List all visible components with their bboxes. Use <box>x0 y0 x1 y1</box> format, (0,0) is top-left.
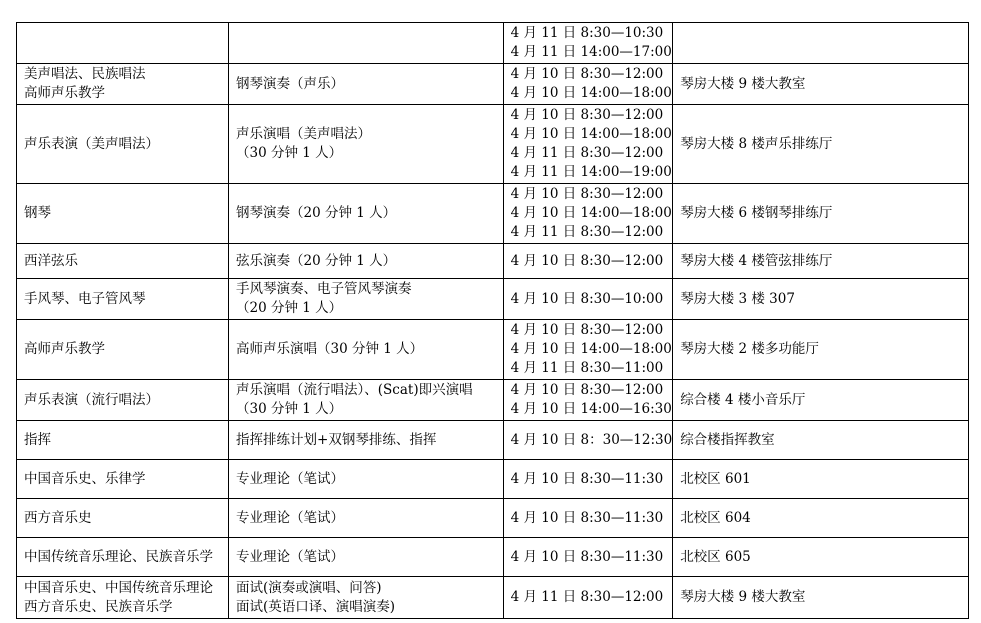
location-cell <box>673 421 969 460</box>
exam-cell <box>229 279 504 320</box>
major-cell-line: 中国音乐史、乐律学 <box>24 470 146 487</box>
location-cell <box>673 279 969 320</box>
location-cell-text: 琴房大楼 3 楼 307 <box>680 290 795 307</box>
exam-cell-line: （20 分钟 1 人） <box>236 300 343 316</box>
exam-cell <box>229 538 504 577</box>
time-cell-line: 4 月 10 日 14:00—18:00 <box>510 341 672 357</box>
time-cell-line: 4 月 10 日 8：30—12:30 <box>510 431 673 448</box>
table-row <box>17 105 969 184</box>
exam-cell <box>229 421 504 460</box>
time-cell-line: 4 月 10 日 8:30—12:00 <box>510 66 664 82</box>
table-row <box>17 460 969 499</box>
exam-cell <box>229 499 504 538</box>
major-cell <box>17 23 229 64</box>
exam-cell-line: 钢琴演奏（声乐） <box>236 75 345 92</box>
table-row <box>17 499 969 538</box>
location-cell-text: 琴房大楼 9 楼大教室 <box>680 75 806 92</box>
location-cell <box>673 577 969 619</box>
location-cell-text: 北校区 604 <box>680 509 751 526</box>
location-cell <box>673 320 969 380</box>
location-cell <box>673 244 969 279</box>
exam-cell-line: 高师声乐演唱（30 分钟 1 人） <box>236 341 424 357</box>
exam-cell-line: 声乐演唱（美声唱法） <box>236 126 372 142</box>
exam-cell-line: 面试(英语口译、演唱演奏) <box>236 598 396 615</box>
major-cell-line: 西洋弦乐 <box>24 252 78 269</box>
exam-cell <box>229 64 504 105</box>
exam-cell <box>229 320 504 380</box>
major-cell <box>17 499 229 538</box>
major-cell-line: 声乐表演（流行唱法） <box>24 391 159 408</box>
time-cell <box>503 105 673 184</box>
exam-cell <box>229 380 504 421</box>
major-cell <box>17 538 229 577</box>
table-row <box>17 184 969 244</box>
time-cell-line: 4 月 11 日 8:30—12:00 <box>510 145 664 161</box>
major-cell <box>17 380 229 421</box>
major-cell-line: 钢琴 <box>24 205 51 221</box>
location-cell-text: 综合楼指挥教室 <box>680 431 775 448</box>
major-cell <box>17 460 229 499</box>
major-cell-line: 声乐表演（美声唱法） <box>24 135 159 152</box>
location-cell <box>673 380 969 421</box>
table-row <box>17 23 969 64</box>
exam-cell <box>229 577 504 619</box>
major-cell <box>17 577 229 619</box>
time-cell-line: 4 月 11 日 8:30—12:00 <box>510 224 664 240</box>
table-row <box>17 64 969 105</box>
table-row <box>17 244 969 279</box>
time-cell <box>503 279 673 320</box>
exam-cell <box>229 184 504 244</box>
exam-cell-line: 指挥排练计划+双钢琴排练、指挥 <box>236 431 437 448</box>
time-cell-line: 4 月 11 日 8:30—10:30 <box>510 25 664 41</box>
exam-cell-line: 钢琴演奏（20 分钟 1 人） <box>236 205 397 221</box>
major-cell-line: 高师声乐教学 <box>24 341 105 357</box>
location-cell <box>673 460 969 499</box>
time-cell-line: 4 月 10 日 8:30—11:30 <box>510 548 664 565</box>
location-cell <box>673 184 969 244</box>
major-cell-line: 高师声乐教学 <box>24 85 105 101</box>
exam-cell-line: 专业理论（笔试） <box>236 509 345 526</box>
table-row <box>17 320 969 380</box>
time-cell-line: 4 月 11 日 8:30—11:00 <box>510 360 664 376</box>
location-cell <box>673 23 969 64</box>
exam-cell-line: 专业理论（笔试） <box>236 470 345 487</box>
time-cell-line: 4 月 11 日 8:30—12:00 <box>510 589 664 605</box>
location-cell-text: 琴房大楼 6 楼钢琴排练厅 <box>680 205 833 221</box>
location-cell-text: 琴房大楼 9 楼大教室 <box>680 589 806 605</box>
time-cell-line: 4 月 10 日 8:30—12:00 <box>510 107 664 123</box>
location-cell-text: 琴房大楼 4 楼管弦排练厅 <box>680 252 833 269</box>
time-cell-line: 4 月 10 日 14:00—18:00 <box>510 205 672 221</box>
time-cell-line: 4 月 10 日 8:30—12:00 <box>510 186 664 202</box>
time-cell <box>503 577 673 619</box>
location-cell-text: 琴房大楼 2 楼多功能厅 <box>680 341 819 357</box>
table-row <box>17 279 969 320</box>
exam-cell-line: 弦乐演奏（20 分钟 1 人） <box>236 252 397 269</box>
exam-cell-line: 手风琴演奏、电子管风琴演奏 <box>236 281 412 297</box>
location-cell <box>673 538 969 577</box>
table-row <box>17 421 969 460</box>
location-cell-text: 北校区 605 <box>680 548 751 565</box>
major-cell <box>17 105 229 184</box>
time-cell <box>503 64 673 105</box>
time-cell-line: 4 月 10 日 14:00—16:30 <box>510 401 672 417</box>
major-cell-line: 手风琴、电子管风琴 <box>24 290 146 307</box>
exam-cell <box>229 23 504 64</box>
time-cell-line: 4 月 10 日 8:30—10:00 <box>510 290 664 307</box>
major-cell <box>17 279 229 320</box>
exam-cell <box>229 244 504 279</box>
time-cell-line: 4 月 10 日 8:30—12:00 <box>510 382 664 398</box>
time-cell <box>503 421 673 460</box>
table-row <box>17 538 969 577</box>
location-cell <box>673 64 969 105</box>
exam-cell <box>229 460 504 499</box>
time-cell-line: 4 月 10 日 14:00—18:00 <box>510 126 672 142</box>
major-cell <box>17 244 229 279</box>
major-cell-line: 西方音乐史 <box>24 509 92 526</box>
major-cell <box>17 421 229 460</box>
time-cell <box>503 320 673 380</box>
exam-cell-line: （30 分钟 1 人） <box>236 401 343 417</box>
time-cell <box>503 184 673 244</box>
time-cell-line: 4 月 11 日 14:00—17:00 <box>510 44 672 60</box>
exam-cell-line: 专业理论（笔试） <box>236 548 345 565</box>
major-cell-line: 中国音乐史、中国传统音乐理论 <box>24 579 213 596</box>
exam-cell-line: 声乐演唱（流行唱法）、(Scat)即兴演唱 <box>236 382 473 398</box>
major-cell <box>17 64 229 105</box>
major-cell-line: 西方音乐史、民族音乐学 <box>24 598 173 615</box>
exam-cell-line: （30 分钟 1 人） <box>236 145 343 161</box>
major-cell <box>17 320 229 380</box>
major-cell-line: 中国传统音乐理论、民族音乐学 <box>24 548 213 565</box>
time-cell-line: 4 月 10 日 14:00—18:00 <box>510 85 672 101</box>
major-cell-line: 指挥 <box>24 431 51 448</box>
location-cell-text: 北校区 601 <box>680 470 751 487</box>
time-cell-line: 4 月 10 日 8:30—11:30 <box>510 470 664 487</box>
time-cell <box>503 23 673 64</box>
time-cell <box>503 460 673 499</box>
exam-cell <box>229 105 504 184</box>
exam-schedule-table <box>16 22 969 619</box>
time-cell <box>503 380 673 421</box>
time-cell <box>503 499 673 538</box>
time-cell <box>503 538 673 577</box>
location-cell <box>673 105 969 184</box>
time-cell-line: 4 月 10 日 8:30—11:30 <box>510 509 664 526</box>
table-row <box>17 380 969 421</box>
exam-cell-line: 面试(演奏或演唱、问答) <box>236 579 382 596</box>
time-cell-line: 4 月 10 日 8:30—12:00 <box>510 322 664 338</box>
time-cell-line: 4 月 10 日 8:30—12:00 <box>510 252 664 269</box>
location-cell <box>673 499 969 538</box>
location-cell-text: 琴房大楼 8 楼声乐排练厅 <box>680 135 833 152</box>
major-cell-line: 美声唱法、民族唱法 <box>24 66 146 82</box>
table-row <box>17 577 969 619</box>
time-cell <box>503 244 673 279</box>
major-cell <box>17 184 229 244</box>
location-cell-text: 综合楼 4 楼小音乐厅 <box>680 391 806 408</box>
time-cell-line: 4 月 11 日 14:00—19:00 <box>510 164 672 180</box>
